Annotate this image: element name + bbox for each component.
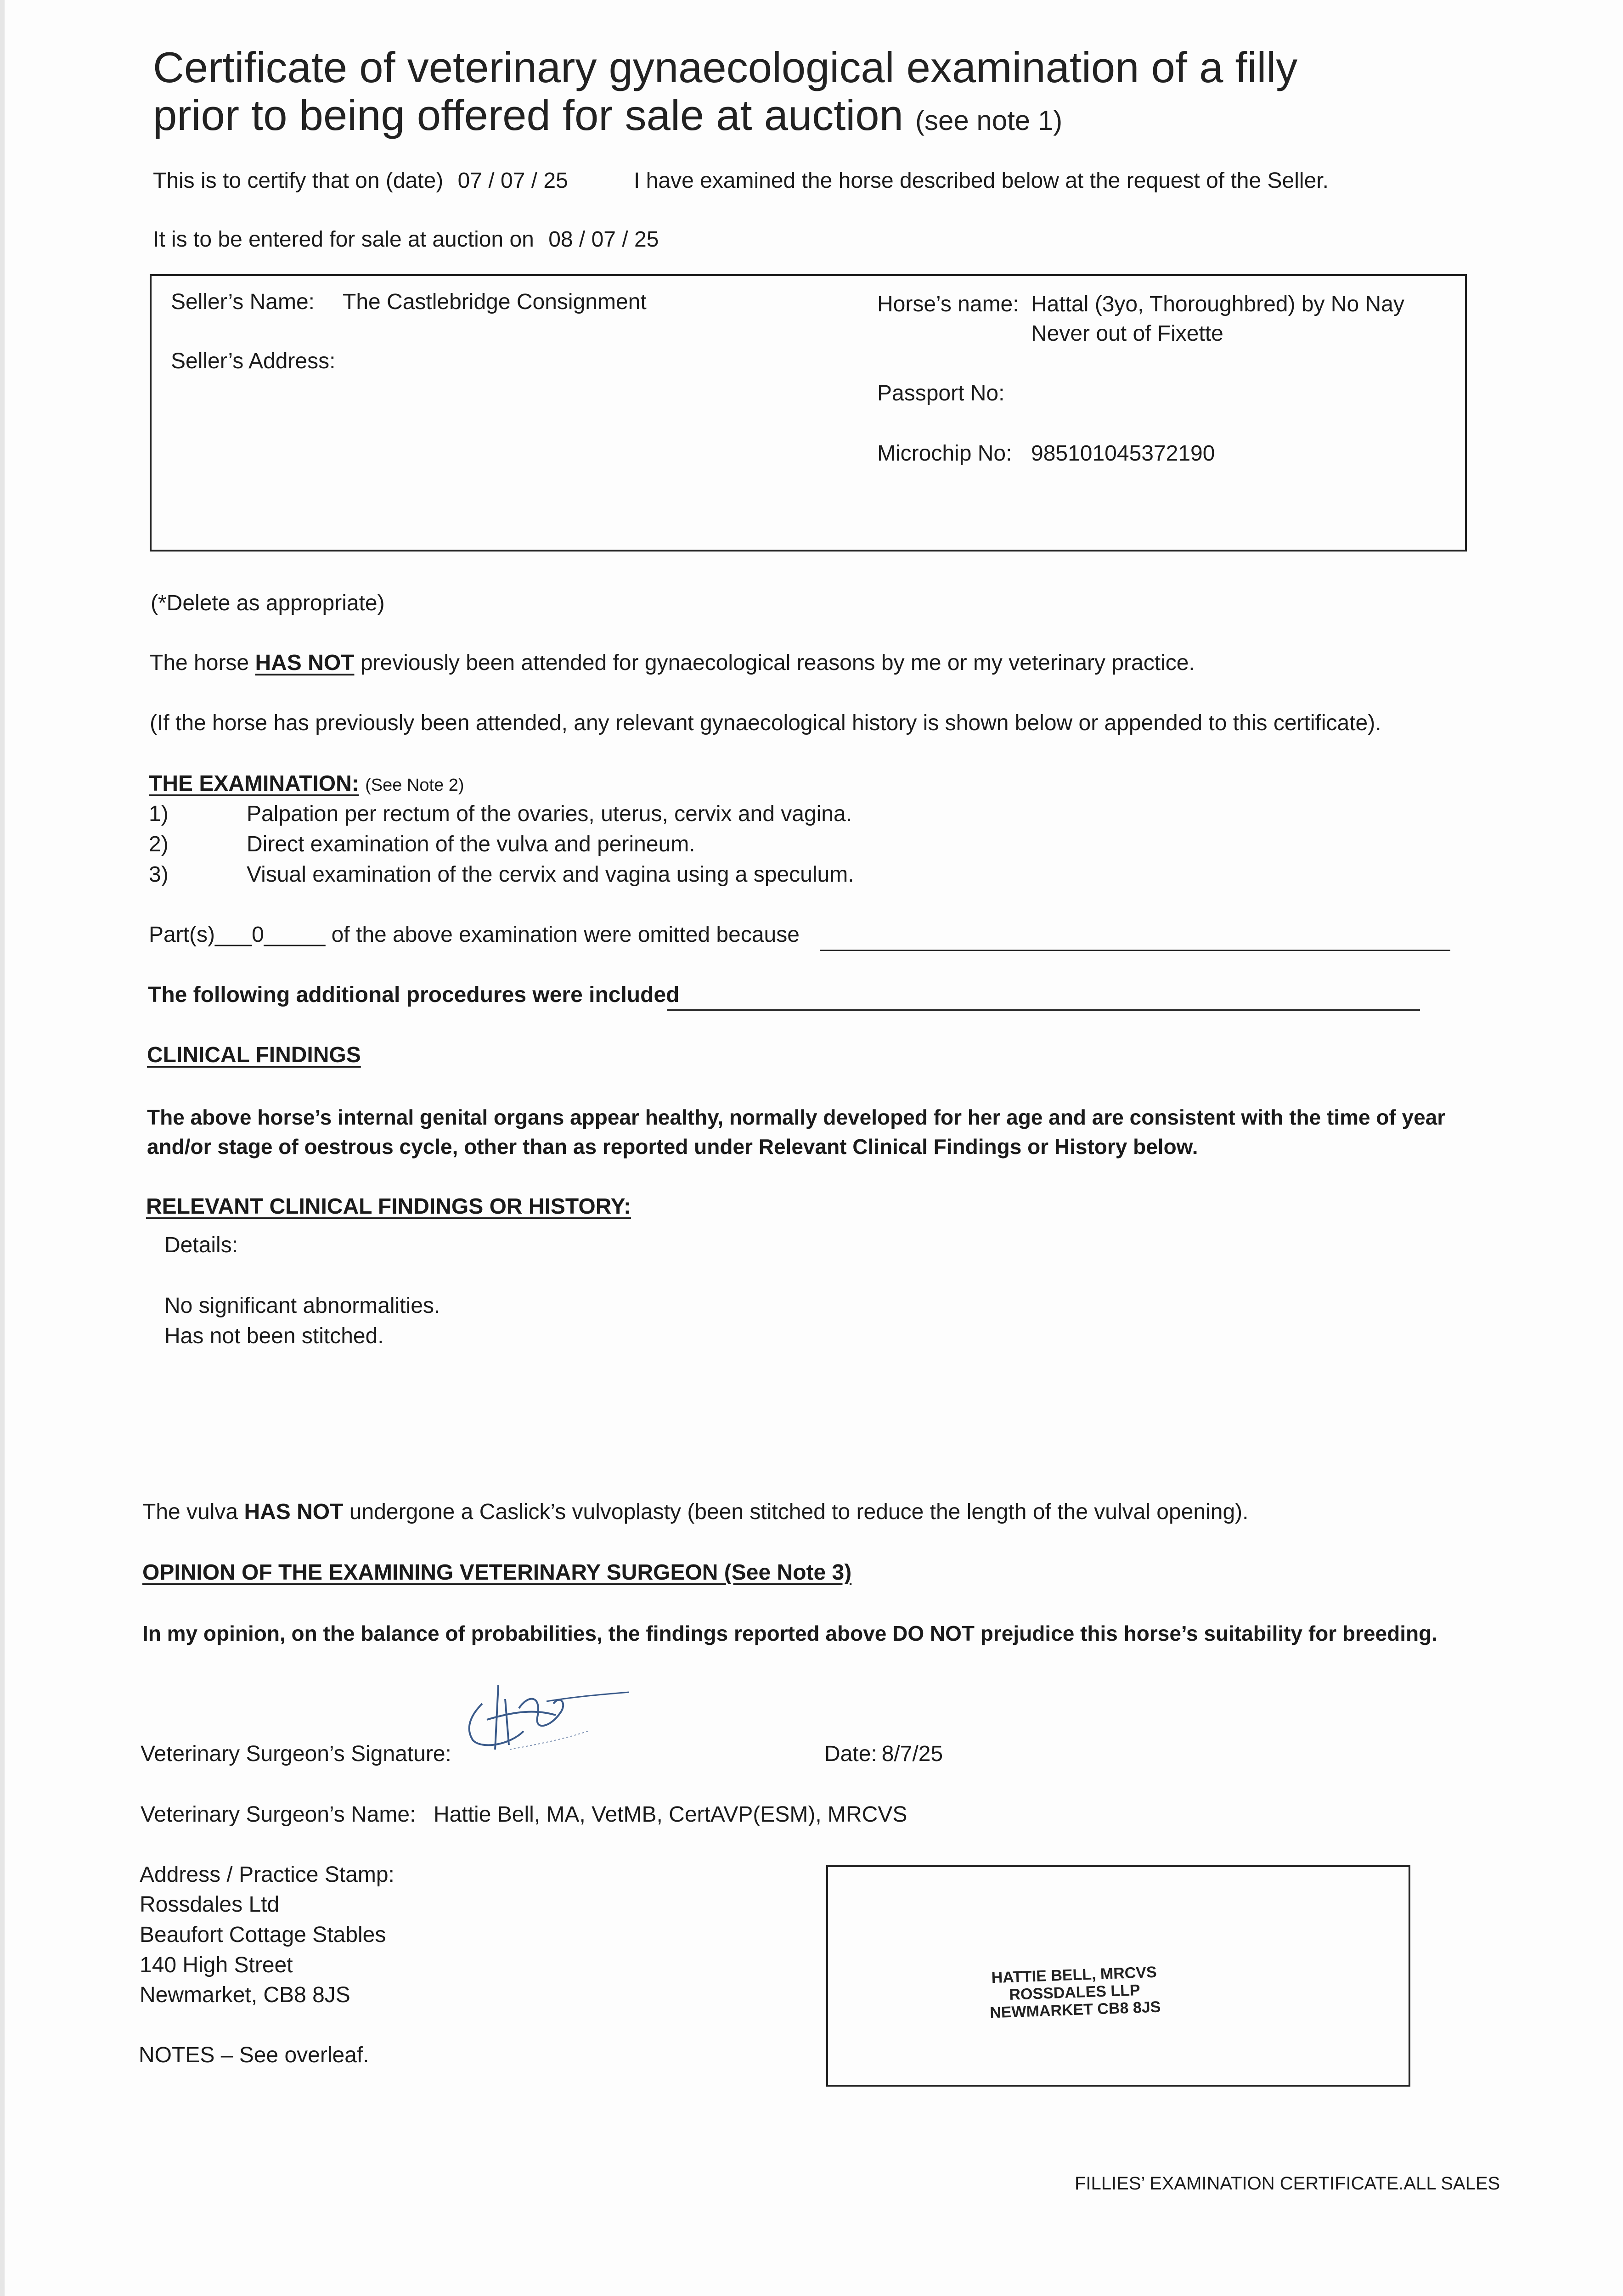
signature-label: Veterinary Surgeon’s Signature: bbox=[141, 1742, 451, 1766]
clinical-findings-line-1: The above horse’s internal genital organs appear healthy, normally developed for her age and are consistent with the time of year bbox=[147, 1105, 1446, 1129]
date-line bbox=[824, 1740, 943, 1768]
seller-name: The Castlebridge Consignment bbox=[343, 290, 647, 314]
exam-item-1-num: 1) bbox=[149, 802, 169, 826]
signature-date: 8/7/25 bbox=[881, 1742, 943, 1766]
examination-heading: THE EXAMINATION: bbox=[149, 771, 359, 796]
exam-item-2-text: Direct examination of the vulva and perineum. bbox=[247, 832, 695, 856]
title-note: (see note 1) bbox=[915, 105, 1063, 136]
delete-note: (*Delete as appropriate) bbox=[151, 591, 385, 615]
footer-label: FILLIES’ EXAMINATION CERTIFICATE.ALL SALES bbox=[1075, 2173, 1500, 2194]
auction-prefix: It is to be entered for sale at auction on bbox=[153, 227, 534, 252]
signature-image bbox=[455, 1676, 638, 1759]
exam-item-3-num: 3) bbox=[149, 862, 169, 887]
address-line-3: 140 High Street bbox=[140, 1953, 293, 1977]
address-line-2: Beaufort Cottage Stables bbox=[140, 1923, 386, 1947]
seller-address-label: Seller’s Address: bbox=[171, 349, 336, 373]
vulva-status: HAS NOT bbox=[244, 1500, 344, 1524]
examination-heading-line bbox=[149, 770, 464, 799]
exam-date: 07 / 07 / 25 bbox=[457, 169, 568, 193]
attended-prefix: The horse bbox=[150, 651, 249, 675]
practice-stamp bbox=[968, 1963, 1181, 2022]
microchip-number: 985101045372190 bbox=[1031, 441, 1215, 466]
passport-label: Passport No: bbox=[877, 381, 1005, 405]
attended-suffix: previously been attended for gynaecological reasons by me or my veterinary practice. bbox=[360, 651, 1195, 675]
additional-procedures-line bbox=[667, 1009, 1420, 1011]
attended-note: (If the horse has previously been attended, any relevant gynaecological history is shown below or appended to this certificate). bbox=[150, 711, 1381, 735]
attended-status: HAS NOT bbox=[255, 651, 355, 675]
omitted-suffix: of the above examination were omitted because bbox=[331, 923, 800, 947]
microchip-label: Microchip No: bbox=[877, 441, 1012, 466]
address-line-4: Newmarket, CB8 8JS bbox=[140, 1983, 350, 2007]
additional-procedures-label: The following additional procedures were included bbox=[148, 983, 680, 1007]
date-label: Date: bbox=[824, 1742, 877, 1766]
omitted-reason-line bbox=[820, 950, 1450, 951]
surgeon-name-label: Veterinary Surgeon’s Name: bbox=[141, 1802, 416, 1827]
detail-line-2: Has not been stitched. bbox=[164, 1324, 384, 1348]
horse-name-line-1: Hattal (3yo, Thoroughbred) by No Nay bbox=[1031, 292, 1404, 316]
title-line-2-text: prior to being offered for sale at auction bbox=[153, 91, 903, 139]
scan-edge bbox=[0, 0, 5, 2296]
stamp-line-1: HATTIE BELL, MRCVS bbox=[991, 1963, 1157, 1987]
omitted-prefix: Part(s) bbox=[149, 923, 215, 947]
surgeon-name: Hattie Bell, MA, VetMB, CertAVP(ESM), MRCVS bbox=[434, 1802, 907, 1827]
auction-line bbox=[153, 226, 659, 253]
vulva-suffix: undergone a Caslick’s vulvoplasty (been stitched to reduce the length of the vulval opening). bbox=[349, 1500, 1249, 1524]
relevant-findings-heading: RELEVANT CLINICAL FINDINGS OR HISTORY: bbox=[146, 1194, 631, 1219]
opinion-text: In my opinion, on the balance of probabilities, the findings reported above DO NOT prejudice this horse’s suitability for breeding. bbox=[142, 1621, 1437, 1645]
seller-name-label: Seller’s Name: bbox=[171, 290, 315, 314]
omitted-line bbox=[149, 921, 800, 949]
omitted-value: ___0_____ bbox=[215, 923, 326, 947]
address-label: Address / Practice Stamp: bbox=[140, 1863, 394, 1887]
exam-item-3-text: Visual examination of the cervix and vagina using a speculum. bbox=[247, 862, 854, 887]
clinical-findings-heading: CLINICAL FINDINGS bbox=[147, 1043, 361, 1067]
horse-name-line-2: Never out of Fixette bbox=[1031, 321, 1223, 346]
certify-line bbox=[153, 167, 568, 195]
certify-prefix: This is to certify that on (date) bbox=[153, 169, 444, 193]
examination-heading-note: (See Note 2) bbox=[365, 776, 464, 795]
stamp-line-3: NEWMARKET CB8 8JS bbox=[989, 1998, 1161, 2022]
vulva-line bbox=[142, 1498, 1248, 1526]
opinion-heading: OPINION OF THE EXAMINING VETERINARY SURGEON (See Note 3) bbox=[142, 1560, 852, 1585]
address-line-1: Rossdales Ltd bbox=[140, 1892, 280, 1917]
clinical-findings-line-2: and/or stage of oestrous cycle, other than as reported under Relevant Clinical Findings or History below. bbox=[147, 1135, 1198, 1159]
stamp-line-2: ROSSDALES LLP bbox=[1009, 1981, 1141, 2003]
details-label: Details: bbox=[164, 1233, 238, 1257]
vulva-prefix: The vulva bbox=[142, 1500, 238, 1524]
horse-name-label: Horse’s name: bbox=[877, 292, 1019, 316]
certify-suffix: I have examined the horse described below at the request of the Seller. bbox=[634, 169, 1329, 193]
title-line-2 bbox=[153, 91, 1062, 145]
exam-item-1-text: Palpation per rectum of the ovaries, uterus, cervix and vagina. bbox=[247, 802, 852, 826]
attended-line bbox=[150, 649, 1195, 677]
auction-date: 08 / 07 / 25 bbox=[548, 227, 659, 252]
notes-line: NOTES – See overleaf. bbox=[139, 2043, 369, 2067]
detail-line-1: No significant abnormalities. bbox=[164, 1294, 440, 1318]
exam-item-2-num: 2) bbox=[149, 832, 169, 856]
title-line-1: Certificate of veterinary gynaecological examination of a filly bbox=[153, 43, 1298, 91]
